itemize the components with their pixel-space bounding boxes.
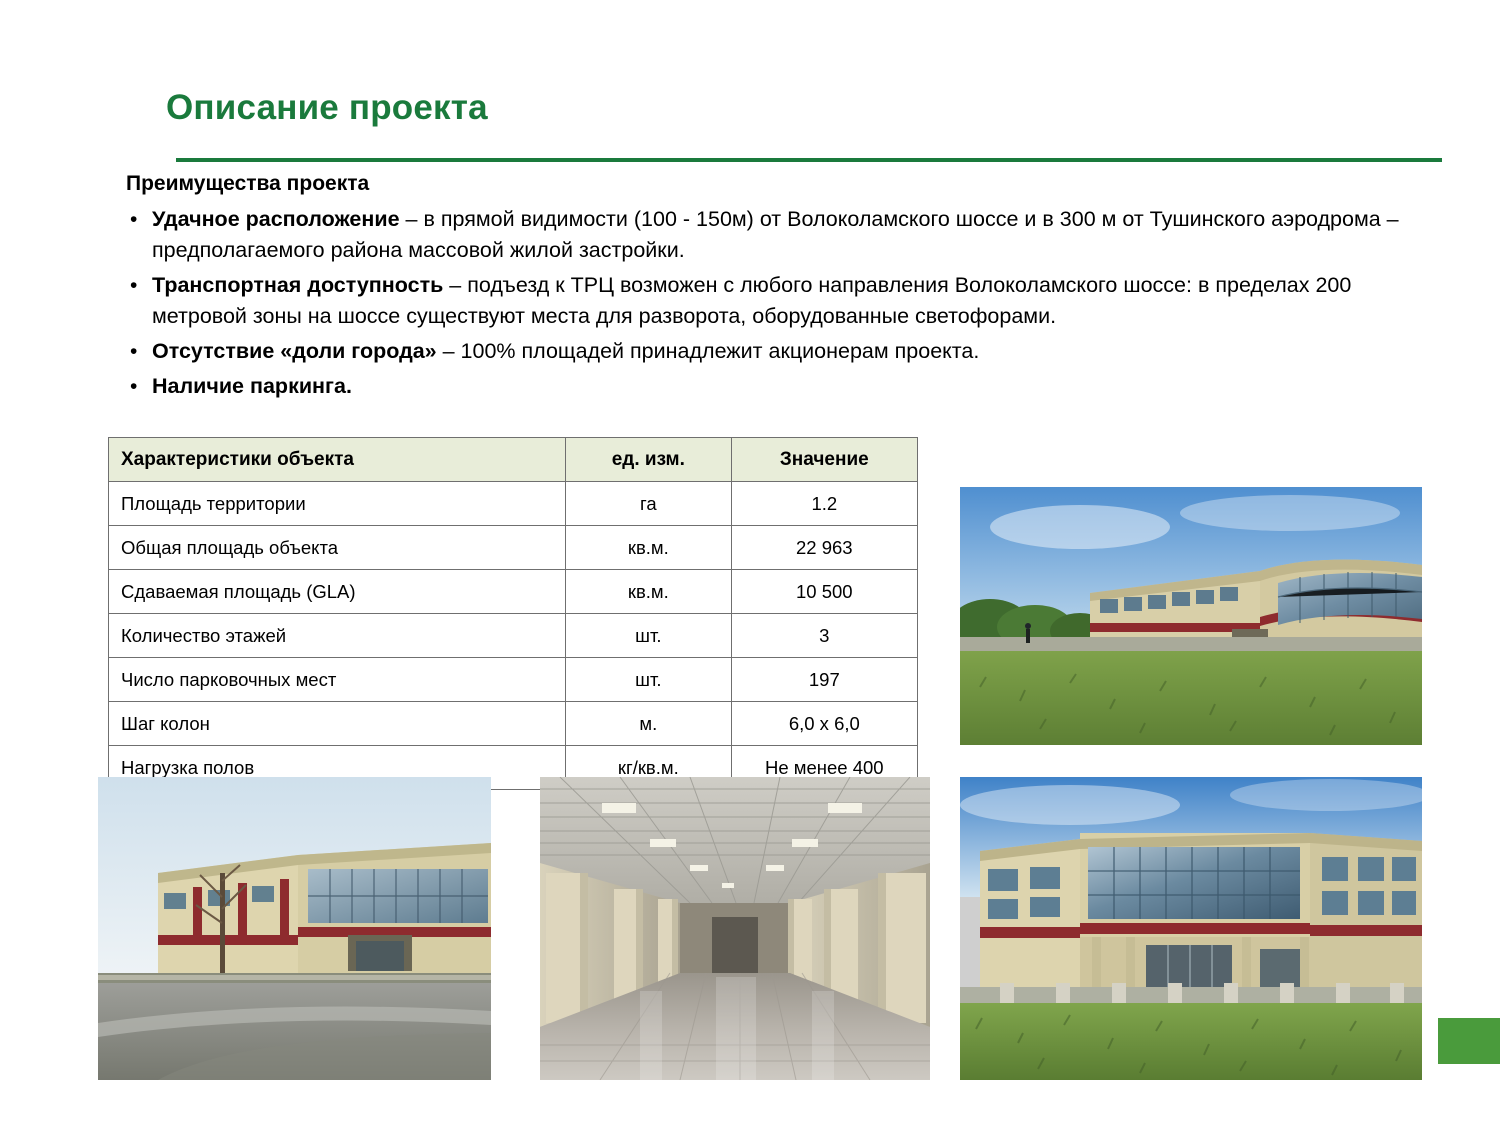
table-cell-value: 3 (731, 614, 917, 658)
table-column-header: Характеристики объекта (109, 438, 566, 482)
list-item-strong: Удачное расположение (152, 207, 400, 231)
corner-accent-bar (1438, 1018, 1500, 1064)
list-item (126, 270, 1426, 332)
bullet-marker-icon: • (130, 208, 138, 231)
page-title: Описание проекта (166, 88, 488, 127)
table-cell-unit: кв.м. (566, 570, 732, 614)
object-characteristics-table (108, 437, 918, 790)
table-cell-name: Сдаваемая площадь (GLA) (109, 570, 566, 614)
table-cell-value: 1.2 (731, 482, 917, 526)
table-cell-name: Общая площадь объекта (109, 526, 566, 570)
table-cell-value: Не менее 400 (731, 746, 917, 790)
photo-building-side-road (98, 777, 491, 1080)
list-item-rest: – подъезд к ТРЦ возможен с любого направления Волоколамского шоссе: в пределах 200 метровой зоны на шоссе существуют места для разворота, оборудованные светофорами. (152, 273, 1352, 328)
table-row (109, 526, 918, 570)
table-cell-name: Шаг колон (109, 702, 566, 746)
list-item-strong: Отсутствие «доли города» (152, 339, 437, 363)
photo-building-front-grass (960, 487, 1422, 745)
section-subheading: Преимущества проекта (126, 172, 370, 195)
table-cell-value: 22 963 (731, 526, 917, 570)
table-cell-unit: шт. (566, 658, 732, 702)
list-item-strong: Наличие паркинга. (152, 374, 352, 398)
table-cell-name: Число парковочных мест (109, 658, 566, 702)
table-header-row (109, 438, 918, 482)
list-item-text (152, 270, 1426, 332)
list-item-strong: Транспортная доступность (152, 273, 444, 297)
advantages-list (126, 204, 1426, 406)
table-row (109, 614, 918, 658)
table-cell-unit: шт. (566, 614, 732, 658)
list-item (126, 336, 1426, 367)
table-cell-value: 197 (731, 658, 917, 702)
list-item-text (152, 336, 979, 367)
table-cell-name: Нагрузка полов (109, 746, 566, 790)
table-cell-unit: м. (566, 702, 732, 746)
table-cell-value: 10 500 (731, 570, 917, 614)
list-item (126, 204, 1426, 266)
table-cell-name: Площадь территории (109, 482, 566, 526)
table-cell-value: 6,0 х 6,0 (731, 702, 917, 746)
photo-building-facade-grass (960, 777, 1422, 1080)
list-item-rest: – 100% площадей принадлежит акционерам проекта. (436, 339, 980, 363)
list-item-text (152, 204, 1426, 266)
bullet-marker-icon: • (130, 340, 138, 363)
table-row (109, 570, 918, 614)
list-item (126, 371, 1426, 402)
list-item-rest: – в прямой видимости (100 - 150м) от Волоколамского шоссе и в 300 м от Тушинского аэродрома – предполагаемого района массовой жилой застройки. (152, 207, 1399, 262)
table-column-header: ед. изм. (566, 438, 732, 482)
title-divider (176, 158, 1442, 162)
table-row (109, 702, 918, 746)
table-column-header: Значение (731, 438, 917, 482)
photo-interior-hall (540, 777, 930, 1080)
bullet-marker-icon: • (130, 274, 138, 297)
table-row (109, 658, 918, 702)
table-cell-unit: кг/кв.м. (566, 746, 732, 790)
table-cell-name: Количество этажей (109, 614, 566, 658)
table-cell-unit: кв.м. (566, 526, 732, 570)
bullet-marker-icon: • (130, 375, 138, 398)
list-item-text (152, 371, 352, 402)
table-row (109, 482, 918, 526)
table-cell-unit: га (566, 482, 732, 526)
